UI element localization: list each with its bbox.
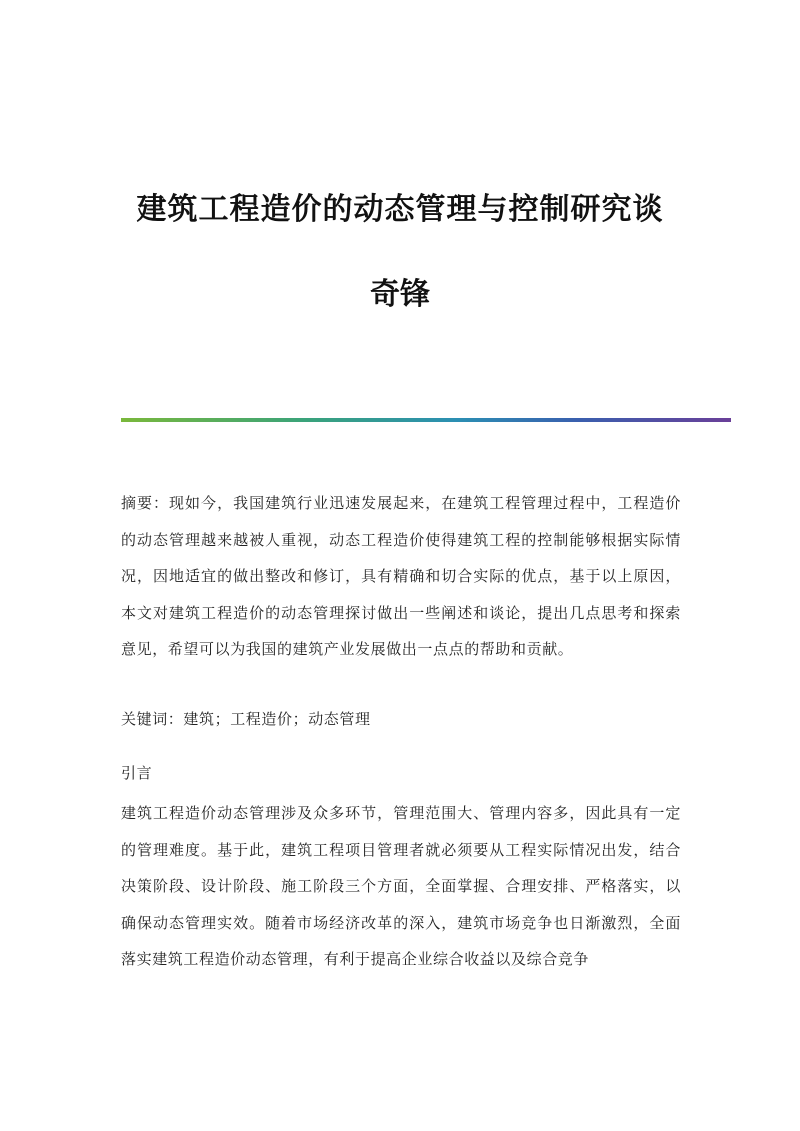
intro-heading-section	[121, 755, 681, 792]
abstract-section	[121, 485, 681, 668]
document-title: 建筑工程造价的动态管理与控制研究谈	[136, 192, 664, 227]
intro-section	[121, 795, 681, 978]
abstract-text: 摘要：现如今，我国建筑行业迅速发展起来，在建筑工程管理过程中，工程造价的动态管理越来越被人重视，动态工程造价使得建筑工程的控制能够根据实际情况，因地适宜的做出整改和修订，具有精确和切合实际的优点，基于以上原因，本文对建筑工程造价的动态管理探讨做出一些阐述和谈论，提出几点思考和探索意见，希望可以为我国的建筑产业发展做出一点点的帮助和贡献。	[121, 494, 681, 658]
intro-heading: 引言	[121, 764, 153, 782]
title-divider	[121, 418, 731, 422]
keywords-section	[121, 701, 681, 738]
keywords-text: 关键词：建筑；工程造价；动态管理	[121, 710, 371, 728]
author-name: 奇锋	[370, 277, 430, 312]
intro-paragraph: 建筑工程造价动态管理涉及众多环节，管理范围大、管理内容多，因此具有一定的管理难度。基于此，建筑工程项目管理者就必须要从工程实际情况出发，结合决策阶段、设计阶段、施工阶段三个方面，全面掌握、合理安排、严格落实，以确保动态管理实效。随着市场经济改革的深入，建筑市场竞争也日渐激烈，全面落实建筑工程造价动态管理，有利于提高企业综合收益以及综合竞争	[121, 804, 681, 968]
